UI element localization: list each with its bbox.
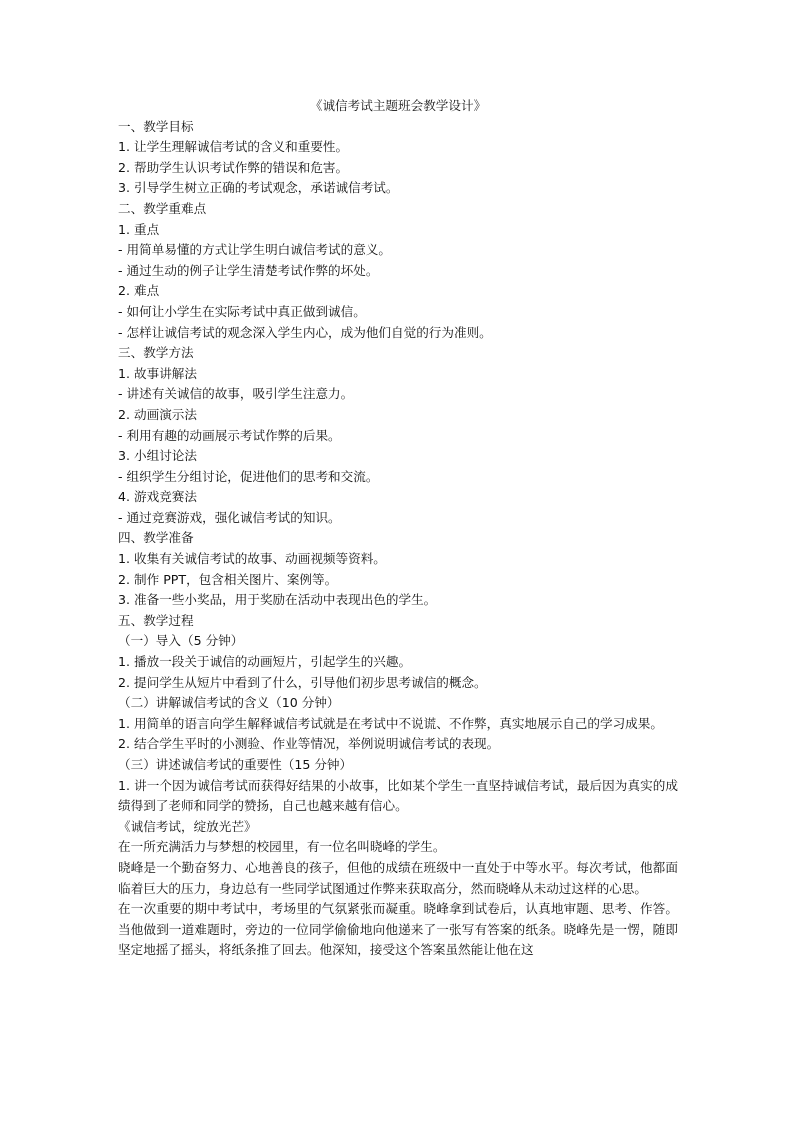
text-line: - 如何让小学生在实际考试中真正做到诚信。	[118, 303, 366, 319]
text-line: 1. 重点	[118, 221, 160, 237]
document-title: 《诚信考试主题班会教学设计》	[309, 98, 487, 113]
outline-lines	[118, 117, 678, 714]
text-line: - 通过生动的例子让学生清楚考试作弊的坏处。	[118, 262, 379, 278]
text-line: - 用简单易懂的方式让学生明白诚信考试的意义。	[118, 242, 392, 258]
text-line: （一）导入（5 分钟）	[118, 633, 244, 649]
text-line: 1. 播放一段关于诚信的动画短片，引起学生的兴趣。	[118, 654, 412, 670]
text-line: 1. 故事讲解法	[118, 365, 197, 381]
story-paragraph-2: 在一次重要的期中考试中，考场里的气氛紧张而凝重。晓峰拿到试卷后，认真地审题、思考、作答。当他做到一道难题时，旁边的一位同学偷偷地向他递来了一张写有答案的纸条。晓峰先是一愣，随即坚定地摇了摇头，将纸条推了回去。他深知，接受这个答案虽然能让他在这	[118, 901, 678, 958]
text-line: 1. 让学生理解诚信考试的含义和重要性。	[118, 139, 349, 155]
text-line: 四、教学准备	[118, 530, 194, 546]
paragraph-meaning-2: 2. 结合学生平时的小测验、作业等情况，举例说明诚信考试的表现。	[118, 736, 500, 752]
text-line: 2. 提问学生从短片中看到了什么，引导他们初步思考诚信的概念。	[118, 674, 487, 690]
text-line: 二、教学重难点	[118, 200, 207, 216]
text-line: 2. 难点	[118, 283, 160, 299]
text-line: - 利用有趣的动画展示考试作弊的后果。	[118, 427, 341, 443]
text-line: 三、教学方法	[118, 345, 194, 361]
text-line: - 通过竞赛游戏，强化诚信考试的知识。	[118, 509, 341, 525]
story-intro: 在一所充满活力与梦想的校园里，有一位名叫晓峰的学生。	[118, 839, 446, 855]
text-line: 3. 引导学生树立正确的考试观念，承诺诚信考试。	[118, 180, 399, 196]
text-line: 3. 准备一些小奖品，用于奖励在活动中表现出色的学生。	[118, 592, 437, 608]
text-line: - 讲述有关诚信的故事，吸引学生注意力。	[118, 386, 354, 402]
text-line: 4. 游戏竞赛法	[118, 489, 197, 505]
document-page	[118, 96, 678, 961]
text-line: 1. 收集有关诚信考试的故事、动画视频等资料。	[118, 551, 386, 567]
text-line: 一、教学目标	[118, 118, 194, 134]
text-line: 3. 小组讨论法	[118, 448, 197, 464]
paragraph-meaning-1: 1. 用简单的语言向学生解释诚信考试就是在考试中不说谎、不作弊，真实地展示自己的学习成果。	[118, 715, 663, 731]
story-title: 《诚信考试，绽放光芒》	[118, 818, 257, 834]
story-paragraph-1: 晓峰是一个勤奋努力、心地善良的孩子，但他的成绩在班级中一直处于中等水平。每次考试，他都面临着巨大的压力，身边总有一些同学试图通过作弊来获取高分，然而晓峰从未动过这样的心思。	[118, 859, 678, 896]
text-line: - 组织学生分组讨论，促进他们的思考和交流。	[118, 468, 379, 484]
section-importance-heading: （三）讲述诚信考试的重要性（15 分钟）	[118, 757, 353, 772]
text-line: 2. 动画演示法	[118, 406, 197, 422]
paragraph-importance-1: 1. 讲一个因为诚信考试而获得好结果的小故事，比如某个学生一直坚持诚信考试，最后因为真实的成绩得到了老师和同学的赞扬，自己也越来越有信心。	[118, 777, 678, 814]
text-line: 2. 制作 PPT，包含相关图片、案例等。	[118, 571, 338, 587]
text-line: - 怎样让诚信考试的观念深入学生内心，成为他们自觉的行为准则。	[118, 324, 492, 340]
text-line: 五、教学过程	[118, 612, 194, 628]
text-line: 2. 帮助学生认识考试作弊的错误和危害。	[118, 159, 349, 175]
text-line: （二）讲解诚信考试的含义（10 分钟）	[118, 695, 340, 711]
